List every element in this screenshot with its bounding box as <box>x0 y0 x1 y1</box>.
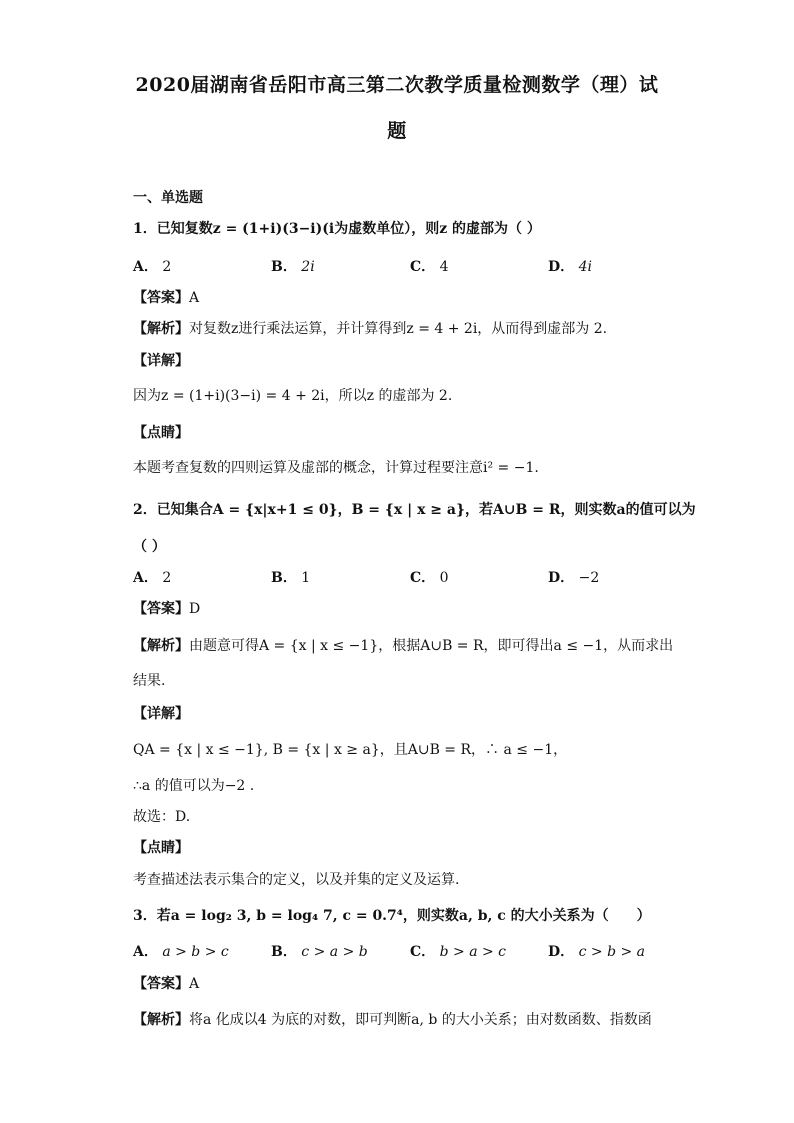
q2-option-a: A． 2 <box>133 570 172 586</box>
q2-analysis-line2: 结果. <box>133 673 166 689</box>
q2-detail-line3: 故选：D. <box>133 809 191 825</box>
q1-analysis: 【解析】对复数z进行乘法运算，并计算得到z = 4 + 2i，从而得到虚部为 2. <box>133 321 608 337</box>
q3-stem: 3．若a = log₂ 3, b = log₄ 7, c = 0.7⁴，则实数a, b, c 的大小关系为（ ） <box>133 908 651 924</box>
q2-option-d: D． −2 <box>548 570 600 586</box>
q1-comment: 本题考查复数的四则运算及虚部的概念，计算过程要注意i² = −1. <box>133 460 539 476</box>
q2-option-b: B． 1 <box>271 570 311 586</box>
q2-detail-label: 【详解】 <box>133 706 189 722</box>
q2-comment-label: 【点睛】 <box>133 840 189 856</box>
q3-option-d: D． c > b > a <box>548 944 646 960</box>
q1-option-b: B． 2i <box>271 259 315 275</box>
q2-analysis-line1: 【解析】由题意可得A = {x | x ≤ −1}，根据A∪B = R，即可得出a ≤ −1，从而求出 <box>133 638 674 654</box>
q1-comment-label: 【点睛】 <box>133 425 189 441</box>
q1-option-a: A． 2 <box>133 259 172 275</box>
q2-detail-line2: ∴a 的值可以为−2 . <box>133 778 255 794</box>
q2-detail-line1: QA = {x | x ≤ −1}, B = {x | x ≥ a}，且A∪B = R，∴ a ≤ −1， <box>133 742 568 758</box>
q1-stem: 1．已知复数z = (1+i)(3−i)(i为虚数单位），则z 的虚部为（ ） <box>133 221 541 237</box>
document-title-line1: 2020届湖南省岳阳市高三第二次教学质量检测数学（理）试 <box>135 74 659 96</box>
q1-option-c: C． 4 <box>410 259 449 275</box>
q2-stem-line1: 2．已知集合A = {x|x+1 ≤ 0}，B = {x | x ≥ a}，若A∪B = R，则实数a的值可以为 <box>133 502 696 518</box>
q3-option-a: A． a > b > c <box>133 944 229 960</box>
q1-detail: 因为z = (1+i)(3−i) = 4 + 2i，所以z 的虚部为 2. <box>133 388 453 404</box>
q2-option-c: C． 0 <box>410 570 449 586</box>
q2-answer: 【答案】D <box>133 601 201 617</box>
q1-detail-label: 【详解】 <box>133 353 189 369</box>
q2-comment: 考查描述法表示集合的定义，以及并集的定义及运算. <box>133 872 460 888</box>
q3-answer: 【答案】A <box>133 976 200 992</box>
q3-option-c: C． b > a > c <box>410 944 507 960</box>
document-title-line2: 题 <box>387 120 407 142</box>
q1-option-d: D． 4i <box>548 259 592 275</box>
section-heading: 一、单选题 <box>133 190 203 206</box>
q2-stem-line2: （ ） <box>133 539 166 555</box>
q3-option-b: B． c > a > b <box>271 944 368 960</box>
q3-analysis: 【解析】将a 化成以4 为底的对数，即可判断a, b 的大小关系；由对数函数、指数函 <box>133 1012 652 1028</box>
q1-answer: 【答案】A <box>133 290 200 306</box>
